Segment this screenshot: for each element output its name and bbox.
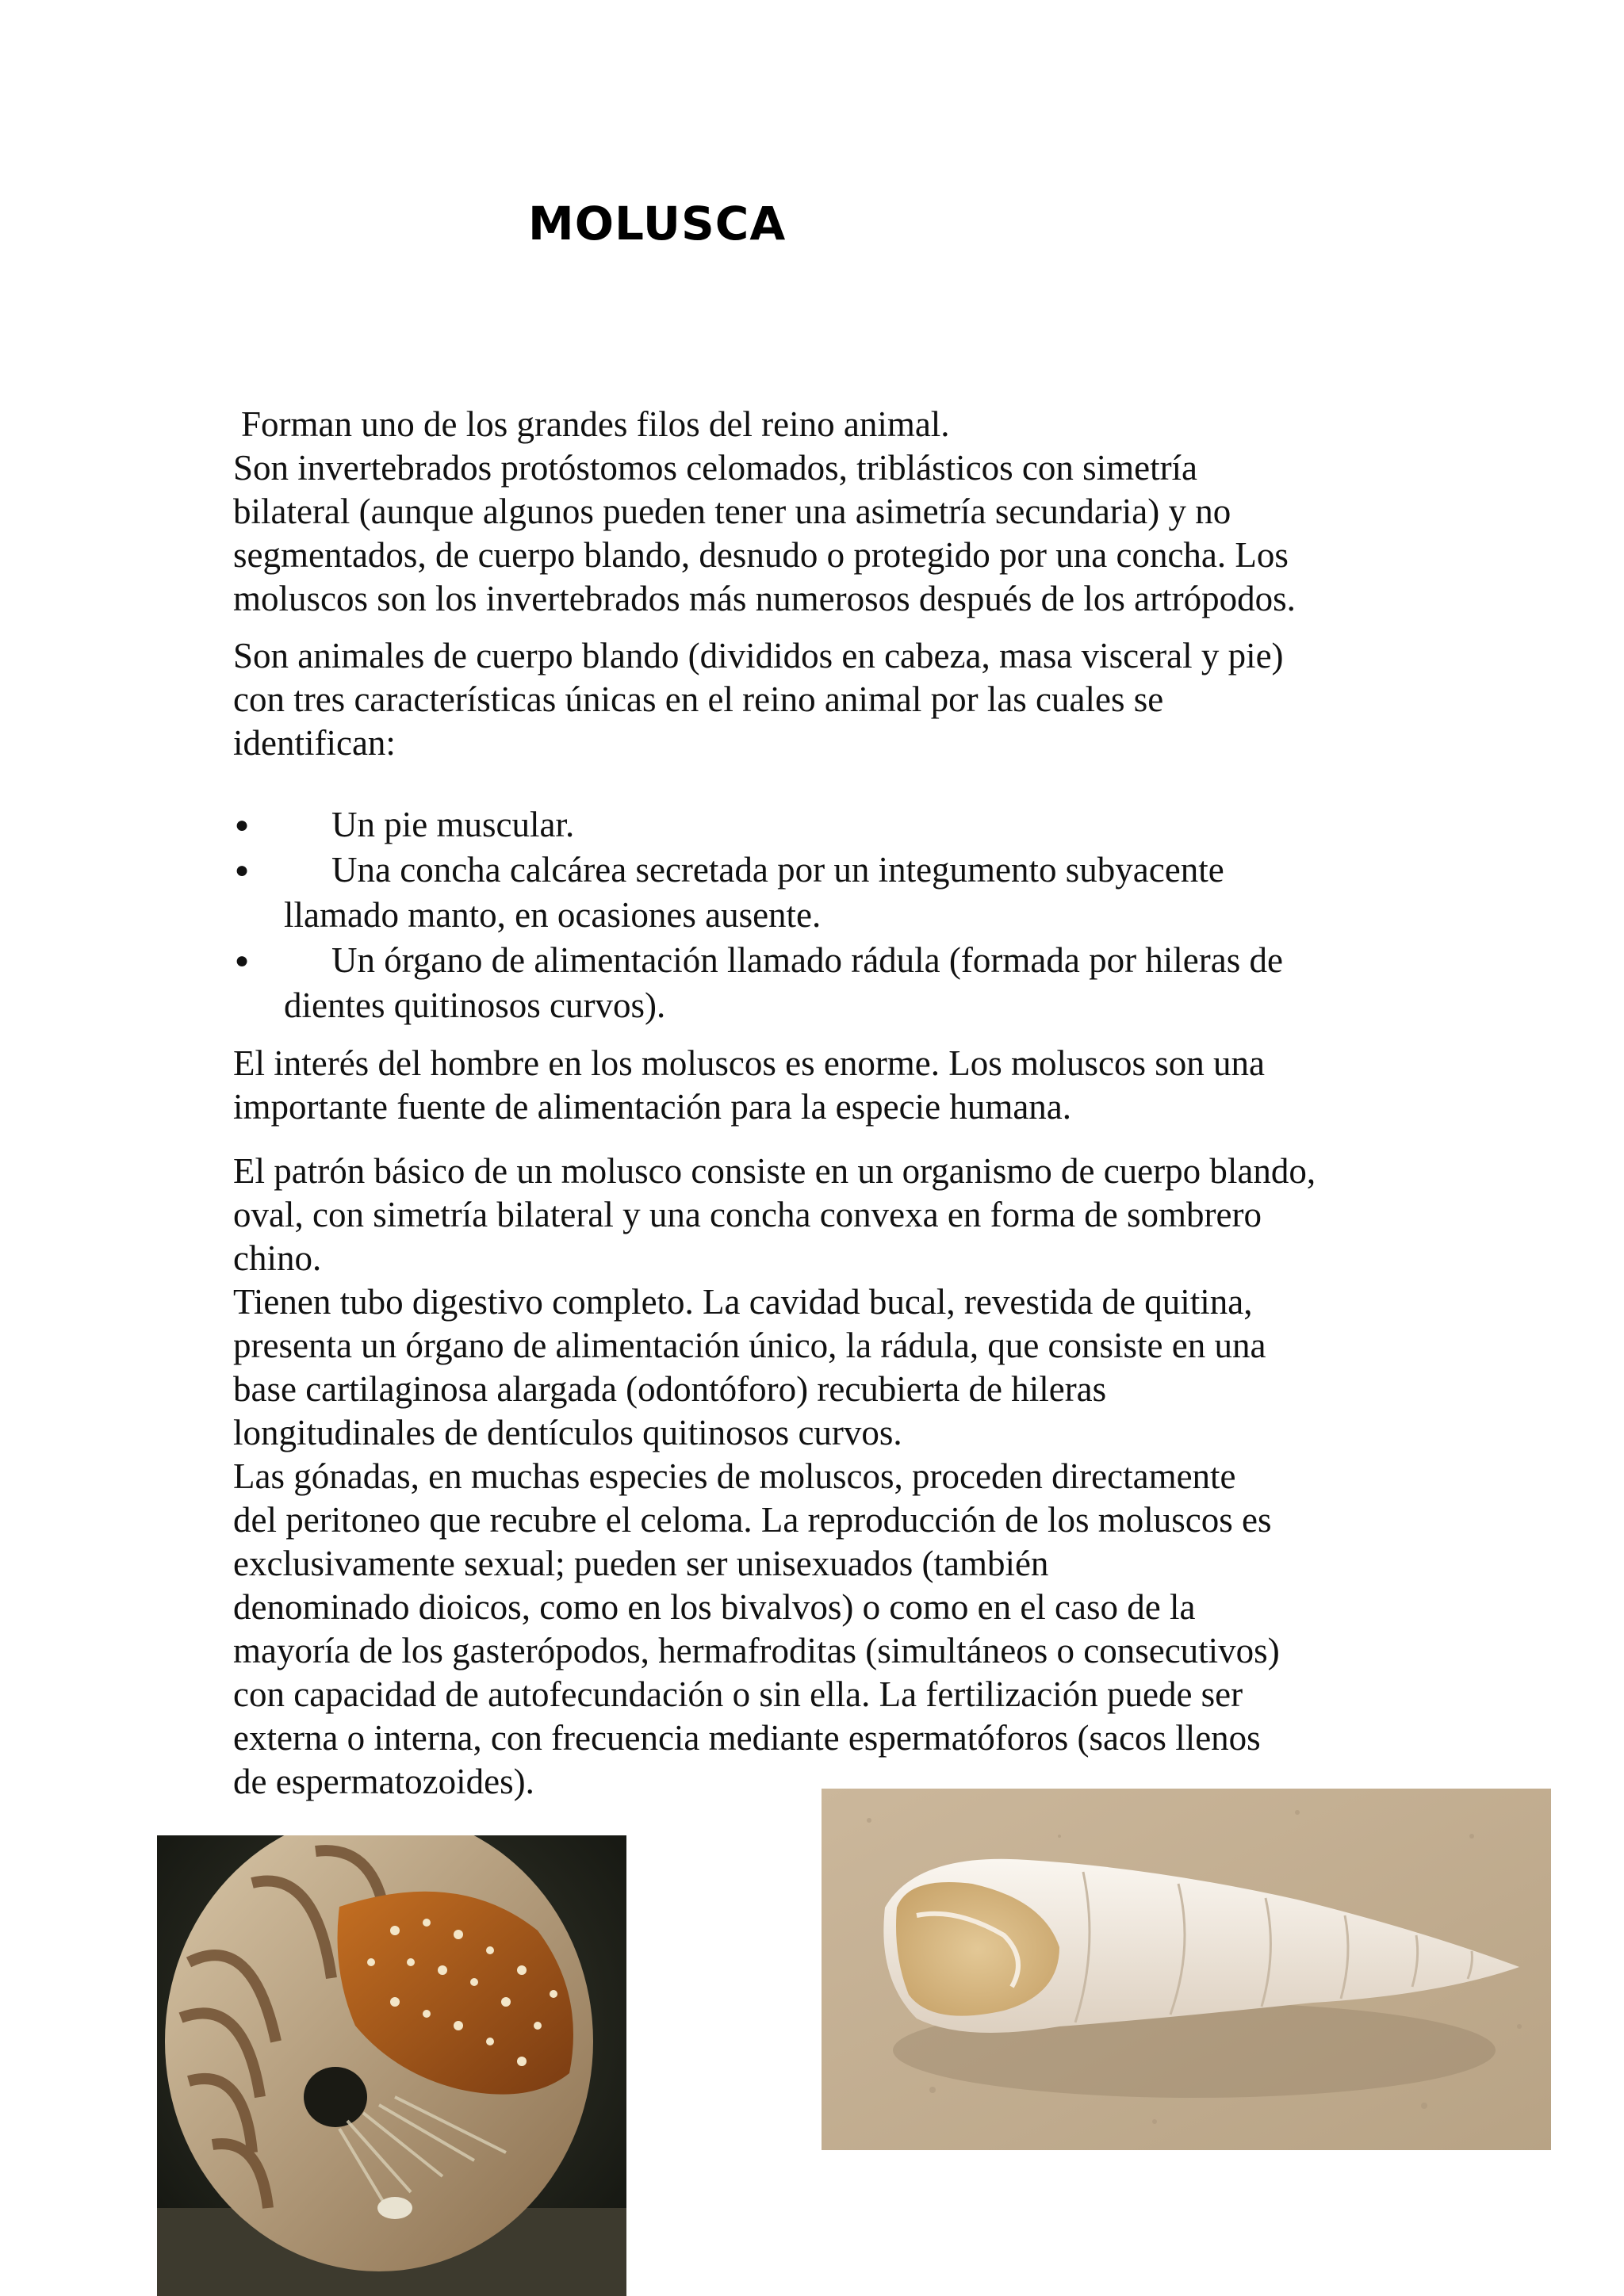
text-line: chino.	[233, 1238, 322, 1278]
text-line: Son invertebrados protóstomos celomados, triblásticos con simetría	[233, 448, 1198, 488]
text-line: Las gónadas, en muchas especies de moluscos, proceden directamente	[233, 1456, 1236, 1496]
nautilus-photo	[157, 1835, 626, 2296]
text-line: Tienen tubo digestivo completo. La cavidad bucal, revestida de quitina,	[233, 1282, 1253, 1322]
list-item	[233, 938, 1423, 1028]
text-line: externa o interna, con frecuencia mediante espermatóforos (sacos llenos	[233, 1718, 1261, 1758]
text-line: base cartilaginosa alargada (odontóforo) recubierta de hileras	[233, 1369, 1107, 1409]
text-line: importante fuente de alimentación para la especie humana.	[233, 1087, 1072, 1127]
bullet-icon: ●	[235, 947, 250, 974]
text-line: del peritoneo que recubre el celoma. La reproducción de los moluscos es	[233, 1500, 1272, 1540]
bullet-icon: ●	[235, 812, 250, 838]
text-line: El patrón básico de un molusco consiste en un organismo de cuerpo blando,	[233, 1151, 1316, 1191]
text-line: Forman uno de los grandes filos del reino animal.	[241, 404, 950, 444]
text-line: segmentados, de cuerpo blando, desnudo o protegido por una concha. Los	[233, 535, 1289, 575]
list-item-text: Una concha calcárea secretada por un integumento subyacente	[331, 850, 1224, 890]
characteristics-list	[233, 802, 1423, 1028]
intro-paragraph	[233, 403, 1423, 621]
list-item-text-continued: dientes quitinosos curvos).	[284, 985, 666, 1025]
list-item	[233, 848, 1423, 938]
characteristics-paragraph	[233, 634, 1423, 765]
body-paragraph	[233, 1150, 1423, 1804]
text-line: bilateral (aunque algunos pueden tener una asimetría secundaria) y no	[233, 492, 1231, 531]
text-line: de espermatozoides).	[233, 1762, 534, 1801]
text-line: longitudinales de dentículos quitinosos curvos.	[233, 1413, 902, 1452]
spiral-shell-photo	[822, 1789, 1551, 2150]
list-item-text: Un órgano de alimentación llamado rádula (formada por hileras de	[331, 940, 1283, 980]
text-line: presenta un órgano de alimentación único, la rádula, que consiste en una	[233, 1326, 1266, 1365]
text-line: exclusivamente sexual; pueden ser unisexuados (también	[233, 1544, 1049, 1583]
interest-paragraph	[233, 1042, 1423, 1129]
text-line: denominado dioicos, como en los bivalvos) o como en el caso de la	[233, 1587, 1196, 1627]
list-item-text-continued: llamado manto, en ocasiones ausente.	[284, 895, 822, 935]
text-line: identifican:	[233, 723, 396, 763]
text-line: Son animales de cuerpo blando (divididos en cabeza, masa visceral y pie)	[233, 636, 1284, 675]
text-line: oval, con simetría bilateral y una concha convexa en forma de sombrero	[233, 1195, 1262, 1234]
text-line: con tres características únicas en el reino animal por las cuales se	[233, 679, 1164, 719]
text-line: moluscos son los invertebrados más numerosos después de los artrópodos.	[233, 579, 1296, 618]
bullet-icon: ●	[235, 857, 250, 883]
list-item	[233, 802, 1423, 848]
text-line: El interés del hombre en los moluscos es enorme. Los moluscos son una	[233, 1043, 1266, 1083]
list-item-text: Un pie muscular.	[331, 805, 575, 844]
text-line: mayoría de los gasterópodos, hermafroditas (simultáneos o consecutivos)	[233, 1631, 1280, 1670]
text-line: con capacidad de autofecundación o sin ella. La fertilización puede ser	[233, 1674, 1243, 1714]
page-title: MOLUSCA	[528, 197, 787, 251]
